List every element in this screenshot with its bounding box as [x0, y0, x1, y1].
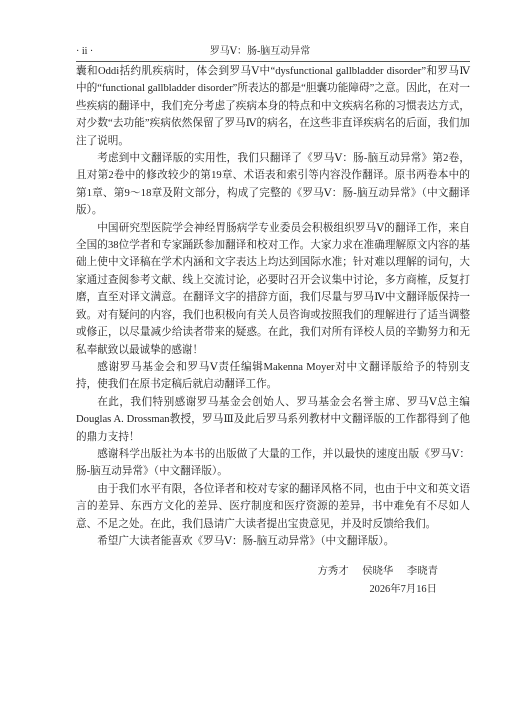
header-divider: [76, 61, 470, 62]
page-header: [76, 44, 470, 60]
paragraph: 中国研究型医院学会神经胃肠病学专业委员会积极组织罗马Ⅴ的翻译工作，来自全国的38位学者和专家踊跃参加翻译和校对工作。大家力求在准确理解原文内容的基础上使中文译稿在学术内涵和文字表达上均达到国际水准；针对难以理解的词句，大家通过查阅参考文献、线上交流讨论，必要时召开会议集中讨论，多方商榷，反复打磨，直至对译文满意。在翻译文字的措辞方面，我们尽量与罗马Ⅳ中文翻译版保持一致。对有疑问的内容，我们也积极向有关人员咨询或按照我们的理解进行了适当调整或修正，以尽量减少给读者带来的疑惑。在此，我们对所有译校人员的辛勤努力和无私奉献致以最诚挚的感谢！: [76, 222, 470, 356]
page-number: · ii ·: [76, 46, 94, 57]
body-text: [76, 63, 470, 550]
author-name: 方秀才: [317, 566, 349, 578]
author-name: 侯晓华: [362, 566, 394, 578]
paragraph: 在此，我们特别感谢罗马基金会创始人、罗马基金会名誉主席、罗马Ⅴ总主编Douglas A. Drossman教授，罗马Ⅲ及此后罗马系列教材中文翻译版的工作都得到了他的鼎力支持！: [76, 396, 470, 443]
page-content: [76, 63, 470, 599]
running-title: 罗马Ⅴ：肠-脑互动异常: [209, 46, 311, 57]
paragraph: 感谢科学出版社为本书的出版做了大量的工作，并以最快的速度出版《罗马Ⅴ：肠-脑互动异常》（中文翻译版）。: [76, 448, 470, 478]
paragraph: 由于我们水平有限，各位译者和校对专家的翻译风格不同，也由于中文和英文语言的差异、东西方文化的差异、医疗制度和医疗资源的差异，书中难免有不尽如人意、不足之处。在此，我们恳请广大读者提出宝贵意见，并及时反馈给我们。: [76, 483, 470, 530]
signature-date: 2026年7月16日: [369, 584, 437, 596]
paragraph: 囊和Oddi括约肌疾病时，体会到罗马Ⅴ中“dysfunctional gallbladder disorder”和罗马Ⅳ中的“functional gallbladder disorder”所表达的都是“胆囊功能障碍”之意。因此，在对一些疾病的翻译中，我们充分考虑了疾病本身的特点和中文疾病名称的习惯表达方式，对少数“去功能”疾病依然保留了罗马Ⅳ的病名，在这些非直译疾病名的后面，我们加注了说明。: [76, 66, 470, 147]
paragraph: 感谢罗马基金会和罗马Ⅴ责任编辑Makenna Moyer对中文翻译版给予的特别支持，使我们在原书定稿后就启动翻译工作。: [76, 361, 470, 391]
author-names: [76, 563, 470, 581]
author-name: 李晓青: [406, 566, 438, 578]
signature-block: [76, 563, 470, 599]
paragraph: 考虑到中文翻译版的实用性，我们只翻译了《罗马Ⅴ：肠-脑互动异常》第2卷，且对第2卷中的修改较少的第19章、术语表和索引等内容没作翻译。原书两卷本中的第1章、第9～18章及附文部分，构成了完整的《罗马Ⅴ：肠-脑互动异常》（中文翻译版）。: [76, 153, 470, 217]
paragraph: 希望广大读者能喜欢《罗马Ⅴ：肠-脑互动异常》（中文翻译版）。: [97, 535, 395, 547]
